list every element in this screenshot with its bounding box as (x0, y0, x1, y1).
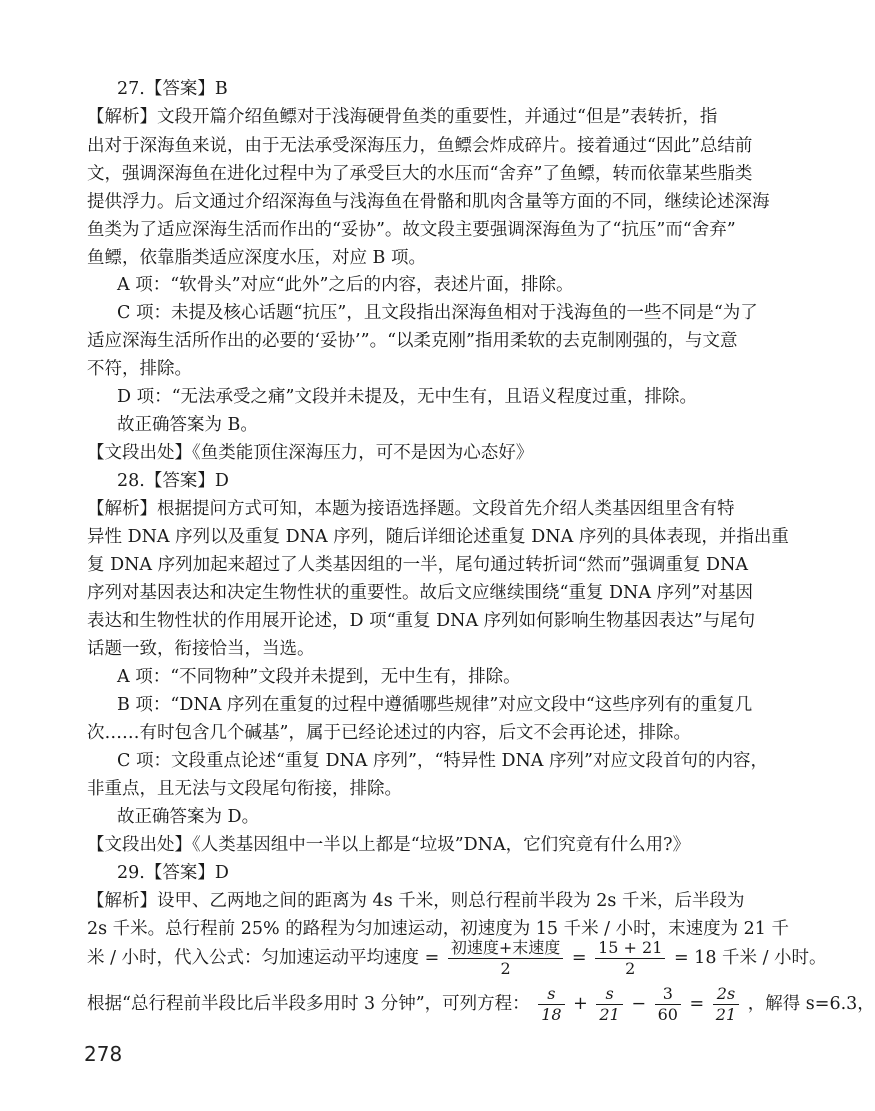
q27-option-d: D 项：“无法承受之痛”文段并未提及，无中生有，且语义程度过重，排除。 (117, 387, 697, 407)
q28-option-a: A 项：“不同物种”文段并未提到，无中生有，排除。 (117, 667, 521, 687)
plus-sign: + (573, 994, 588, 1014)
fraction-average-speed (448, 938, 563, 979)
q27-analysis-line: 提供浮力。后文通过介绍深海鱼与浅海鱼在骨骼和肌肉含量等方面的不同，继续论述深海 (87, 192, 770, 212)
fraction-numerator: 初速度+末速度 (448, 938, 563, 959)
fraction-numerator: s (596, 984, 622, 1005)
fraction-s-21 (596, 984, 622, 1025)
q27-analysis-line: 【解析】文段开篇介绍鱼鳔对于浅海硬骨鱼类的重要性，并通过“但是”表转折，指 (87, 107, 718, 127)
q28-analysis-line: 表达和生物性状的作用展开论述，D 项“重复 DNA 序列如何影响生物基因表达”与尾句 (87, 611, 756, 631)
q29-answer-line: 29.【答案】D (117, 863, 229, 883)
q28-option-c-line: 非重点，且无法与文段尾句衔接，排除。 (87, 779, 402, 799)
q29-equation-line (87, 982, 875, 1030)
q27-option-c-line: 适应深海生活所作出的必要的‘妥协’”。“以柔克刚”指用柔软的去克制刚强的，与文意 (87, 331, 738, 351)
fraction-denominator: 60 (657, 1005, 678, 1024)
q27-option-a: A 项：“软骨头”对应“此外”之后的内容，表述片面，排除。 (117, 275, 574, 295)
q28-analysis-line: 【解析】根据提问方式可知，本题为接语选择题。文段首先介绍人类基因组里含有特 (87, 499, 735, 519)
q29-analysis-line: 2s 千米。总行程前 25% 的路程为匀加速运动，初速度为 15 千米 / 小时，末速度为 21 千 (87, 919, 790, 939)
q28-analysis-line: 序列对基因表达和决定生物性状的重要性。故后文应继续围绕“重复 DNA 序列”对基因 (87, 583, 753, 603)
equals-sign: = (689, 994, 705, 1014)
q29-equation-suffix: ，解得 s=6.3， (747, 994, 875, 1014)
fraction-denominator: 2 (625, 959, 636, 978)
q28-source: 【文段出处】《人类基因组中一半以上都是“垃圾”DNA，它们究竟有什么用?》 (87, 835, 691, 855)
fraction-numerator: 15 + 21 (595, 938, 665, 959)
fraction-numerator: s (538, 984, 564, 1005)
fraction-2s-21 (713, 984, 739, 1025)
q28-option-c-line: C 项：文段重点论述“重复 DNA 序列”，“特异性 DNA 序列”对应文段首句的内容， (117, 751, 768, 771)
fraction-values (595, 938, 665, 979)
q29-formula-prefix: 米 / 小时，代入公式：匀加速运动平均速度 = (87, 948, 440, 968)
fraction-denominator: 21 (599, 1005, 620, 1024)
q29-equation-prefix: 根据“总行程前半段比后半段多用时 3 分钟”，可列方程： (87, 994, 530, 1014)
q27-analysis-line: 出对于深海鱼来说，由于无法承受深海压力，鱼鳔会炸成碎片。接着通过“因此”总结前 (87, 136, 753, 156)
q29-analysis-line: 【解析】设甲、乙两地之间的距离为 4s 千米，则总行程前半段为 2s 千米，后半段为 (87, 891, 745, 911)
q27-option-c-line: C 项：未提及核心话题“抗压”，且文段指出深海鱼相对于浅海鱼的一些不同是“为了 (117, 303, 758, 323)
q27-analysis-line: 文，强调深海鱼在进化过程中为了承受巨大的水压而“舍弃”了鱼鳔，转而依靠某些脂类 (87, 164, 753, 184)
q29-formula-suffix: = 18 千米 / 小时。 (673, 948, 827, 968)
q28-option-b-line: B 项：“DNA 序列在重复的过程中遵循哪些规律”对应文段中“这些序列有的重复几 (117, 695, 753, 715)
q27-answer-line: 27.【答案】B (117, 79, 228, 99)
fraction-denominator: 21 (715, 1005, 737, 1024)
q27-source: 【文段出处】《鱼类能顶住深海压力，可不是因为心态好》 (87, 443, 534, 463)
q28-analysis-line: 复 DNA 序列加起来超过了人类基因组的一半，尾句通过转折词“然而”强调重复 DNA (87, 555, 749, 575)
page-number: 278 (84, 1042, 123, 1066)
q27-option-c-line: 不符，排除。 (87, 359, 192, 379)
fraction-denominator: 2 (500, 959, 511, 978)
fraction-3-60 (655, 984, 681, 1025)
q28-option-b-line: 次……有时包含几个碱基”，属于已经论述过的内容，后文不会再论述，排除。 (87, 723, 691, 743)
q28-answer-line: 28.【答案】D (117, 471, 229, 491)
fraction-numerator: 2s (713, 984, 739, 1005)
q27-analysis-line: 鱼鳔，依靠脂类适应深度水压，对应 B 项。 (87, 248, 426, 268)
fraction-numerator: 3 (655, 984, 681, 1005)
equals-sign: = (571, 948, 587, 968)
q29-formula-line (87, 936, 827, 984)
fraction-denominator: 18 (541, 1005, 562, 1024)
q27-conclusion: 故正确答案为 B。 (117, 415, 258, 435)
q27-analysis-line: 鱼类为了适应深海生活而作出的“妥协”。故文段主要强调深海鱼为了“抗压”而“舍弃” (87, 220, 736, 240)
q28-analysis-line: 异性 DNA 序列以及重复 DNA 序列，随后详细论述重复 DNA 序列的具体表现，并指出重 (87, 527, 789, 547)
minus-sign: − (631, 994, 647, 1014)
q28-conclusion: 故正确答案为 D。 (117, 807, 260, 827)
fraction-s-18 (538, 984, 564, 1025)
q28-analysis-line: 话题一致，衔接恰当，当选。 (87, 639, 315, 659)
